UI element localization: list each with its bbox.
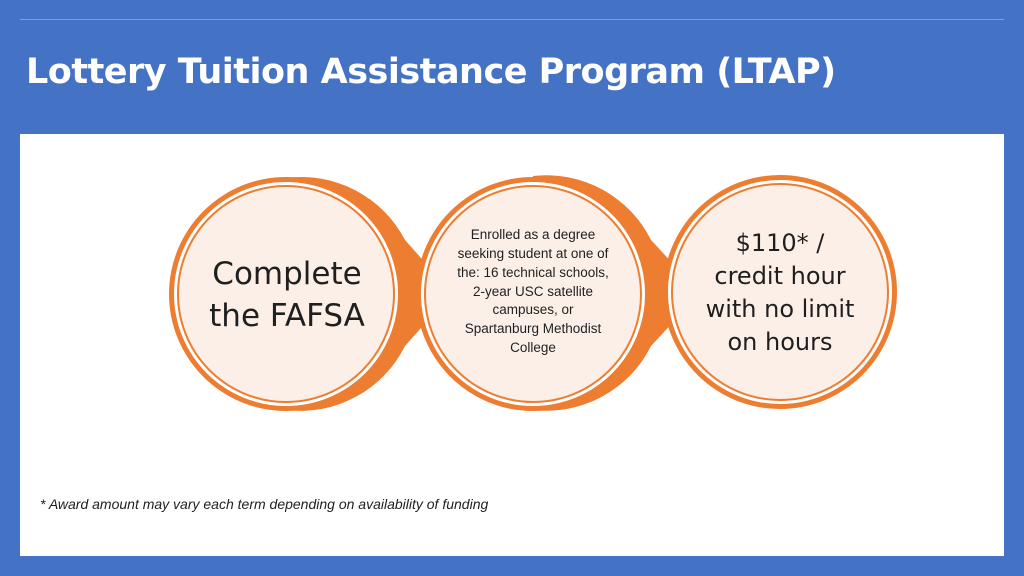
step-3-label: $110* / credit hour with no limit on hours	[705, 228, 855, 356]
step-1-label: Complete the FAFSA	[209, 256, 365, 334]
step-2-label: Enrolled as a degree seeking student at one of the: 16 technical schools, 2-year USC satellite campuses, or Spartanburg Methodist College	[457, 227, 609, 355]
footnote: * Award amount may vary each term depending on availability of funding	[40, 496, 489, 512]
page-title: Lottery Tuition Assistance Program (LTAP)	[26, 52, 836, 92]
